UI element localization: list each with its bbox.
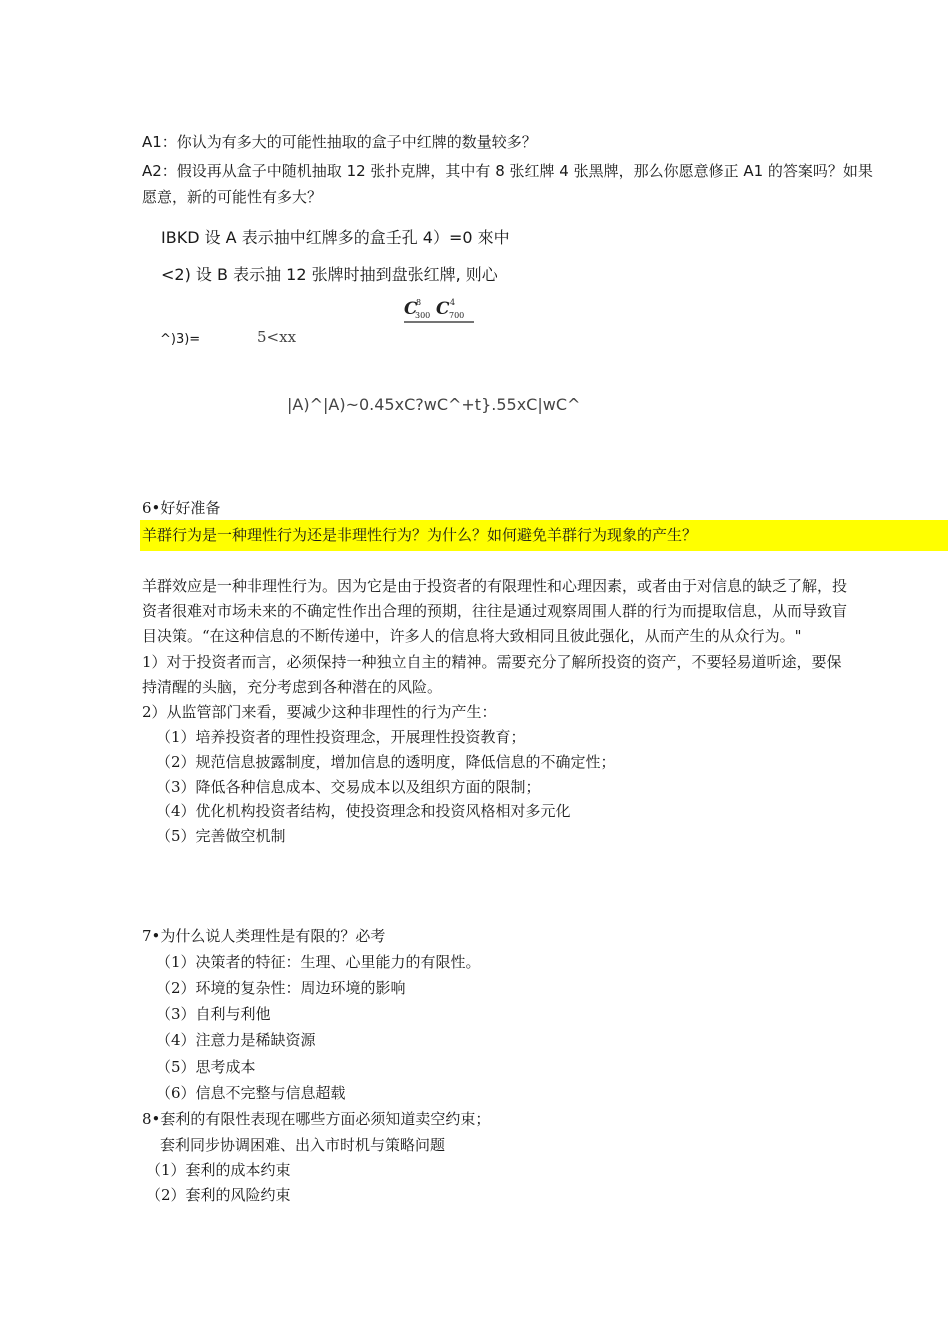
question-a2-line-2: 愿意，新的可能性有多大？ — [142, 188, 323, 206]
section-6-para-line-1: 羊群效应是一种非理性行为。因为它是由于投资者的有限理性和心理因素，或者由于对信息的缺乏了解，投 — [142, 577, 848, 595]
section-6-subpoint: （3）降低各种信息成本、交易成本以及组织方面的限制； — [156, 778, 541, 796]
section-6-point-1-line-2: 持清醒的头脑，充分考虑到各种潜在的风险。 — [142, 678, 443, 696]
section-7-item: （4）注意力是稀缺资源 — [156, 1031, 316, 1049]
c-main-2: C — [436, 299, 450, 319]
question-a1: A1：你认为有多大的可能性抽取的盒子中红牌的数量较多？ — [142, 133, 537, 151]
section-7-item: （2）环境的复杂性：周边环境的影响 — [156, 979, 406, 997]
c-main-1: C — [404, 299, 418, 319]
section-7-item: （6）信息不完整与信息超载 — [156, 1084, 346, 1102]
section-6-para-line-3: 目决策。“在这种信息的不断传递中，许多人的信息将大致相同且彼此强化，从而产生的从众行为。" — [142, 627, 802, 645]
question-a2-line-1: A2：假设再从盒子中随机抽取 12 张扑克牌，其中有 8 张红牌 4 张黑牌，那么你愿意修正 A1 的答案吗？如果 — [142, 162, 873, 180]
section-6-point-1-line-1: 1）对于投资者而言，必须保持一种独立自主的精神。需要充分了解所投资的资产，不要轻易道听途，要保 — [142, 653, 842, 671]
section-7-item: （3）自利与利他 — [156, 1005, 271, 1023]
c-super-1: 8 — [416, 298, 422, 307]
section-7-item: （5）思考成本 — [156, 1058, 256, 1076]
section-6-question-highlighted: 羊群行为是一种理性行为还是非理性行为？为什么？如何避免羊群行为现象的产生？ — [140, 520, 948, 551]
section-6-subpoint: （5）完善做空机制 — [156, 827, 286, 845]
answer-line-1: IBKD 设 A 表示抽中红牌多的盒壬孔 4）=0 來中 — [161, 228, 510, 247]
formula-total-line: |A)^|A)~0.45xC?wC^+t}.55xC|wC^ — [287, 395, 581, 414]
section-8-title: 8•套利的有限性表现在哪些方面必须知道卖空约束； — [142, 1110, 491, 1128]
section-6-subpoint: （2）规范信息披露制度，增加信息的透明度，降低信息的不确定性； — [156, 753, 616, 771]
c-sub-2: 700 — [449, 311, 465, 320]
section-7-title: 7•为什么说人类理性是有限的？必考 — [142, 927, 386, 945]
section-7-item: （1）决策者的特征：生理、心里能力的有限性。 — [156, 953, 481, 971]
formula-lhs: ^)3)= — [160, 332, 201, 347]
answer-line-2: <2) 设 B 表示抽 12 张牌时抽到盘张红牌, 则心 — [161, 265, 498, 284]
section-6-title: 6•好好准备 — [142, 499, 221, 517]
c-sub-1: 300 — [415, 311, 431, 320]
c-super-2: 4 — [450, 298, 456, 307]
section-8-intro: 套利同步协调困难、出入市时机与策略问题 — [160, 1136, 446, 1154]
combination-formula — [402, 296, 476, 326]
section-8-item: （1）套利的成本约束 — [146, 1161, 291, 1179]
section-6-subpoint: （4）优化机构投资者结构，使投资理念和投资风格相对多元化 — [156, 802, 571, 820]
section-6-subpoint: （1）培养投资者的理性投资理念，开展理性投资教育； — [156, 728, 526, 746]
section-8-item: （2）套利的风险约束 — [146, 1186, 291, 1204]
section-6-point-2: 2）从监管部门来看，要减少这种非理性的行为产生： — [142, 703, 497, 721]
section-6-para-line-2: 资者很难对市场未来的不确定性作出合理的预期，往往是通过观察周围人群的行为而提取信息，从而导致盲 — [142, 602, 848, 620]
formula-fraction-top: 5<xx — [257, 328, 297, 346]
